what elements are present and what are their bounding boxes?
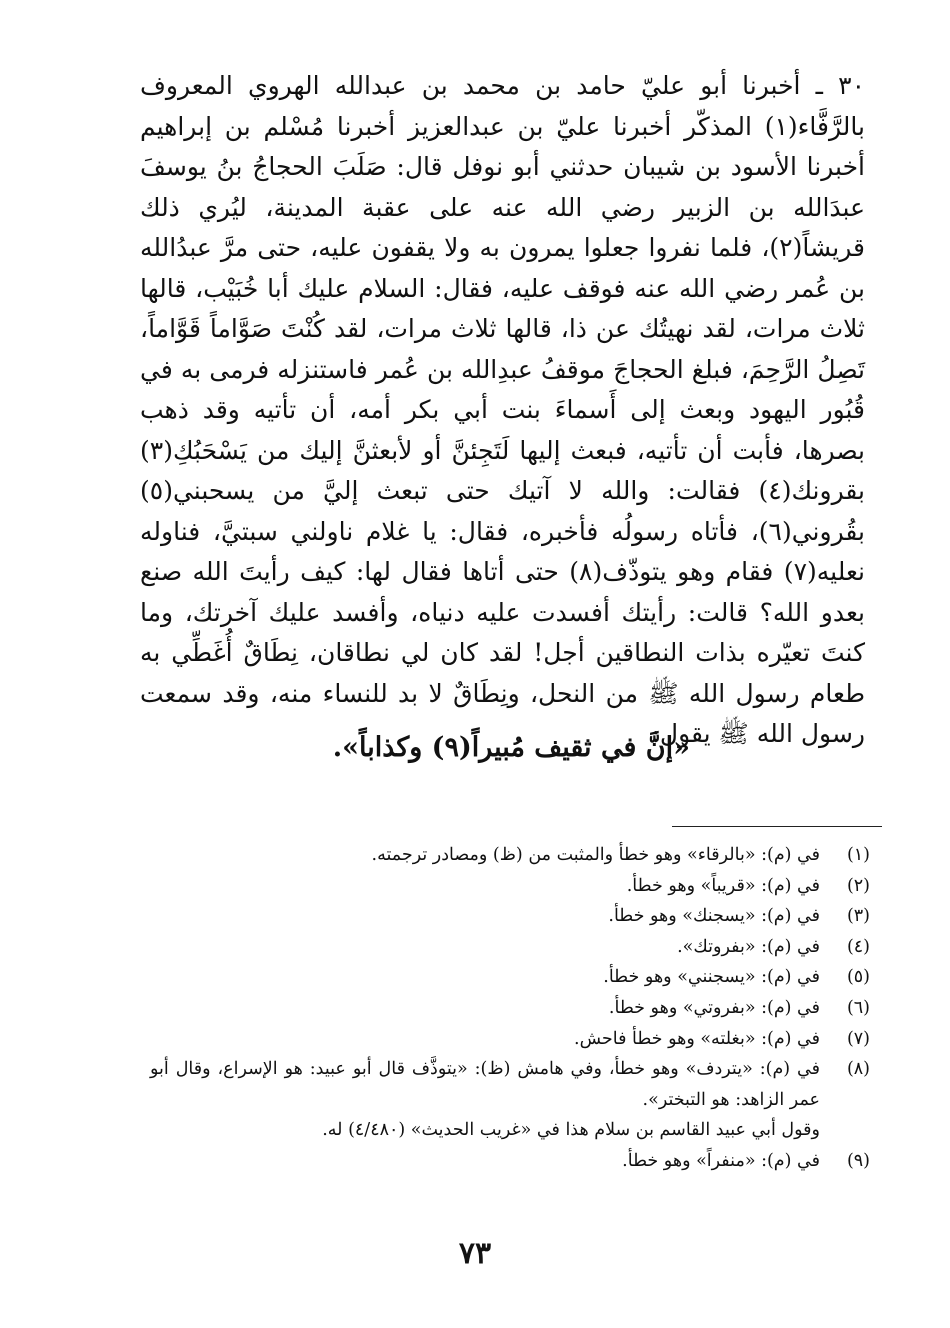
footnote-text: في (م): «بفروتك».	[677, 936, 820, 957]
footnote-number: (٢)	[846, 875, 870, 896]
footnotes	[150, 840, 870, 1177]
page-number: ٧٣	[458, 1236, 492, 1271]
footnote-separator	[672, 826, 882, 827]
footnote-text: في (م): «يسجنك» وهو خطأ.	[608, 906, 820, 927]
footnote	[150, 1054, 870, 1115]
footnote-number: (٥)	[846, 967, 870, 988]
footnote-text: في (م): «منفراً» وهو خطأ.	[622, 1150, 820, 1171]
footnote-continuation: وقول أبي عبيد القاسم بن سلام هذا في «غريب الحديث» (٤/٤٨٠) له.	[322, 1120, 820, 1141]
footnote	[150, 871, 870, 902]
hadith-paragraph: ٣٠ ـ أخبرنا أبو عليّ حامد بن محمد بن عبدالله الهروي المعروف بالرَّفَّاء(١) المذكّر أخبرنا عليّ بن عبدالعزيز أخبرنا مُسْلم بن إبراهيم أخبرنا الأسود بن شيبان حدثني أبو نوفل قال: صَلَبَ الحجاجُ بنُ يوسفَ عبدَالله بن الزبير رضي الله عنه على عقبة المدينة، ليُري ذلك قريشاً(٢)، فلما نفروا جعلوا يمرون به ولا يقفون عليه، حتى مرَّ عبدُالله بن عُمر رضي الله عنه فوقف عليه، فقال: السلام عليك أبا خُبَيْب، قالها ثلاث مرات، لقد نهيتُك عن ذا، قالها ثلاث مرات، لقد كُنْتَ صَوَّاماً قَوَّاماً، تَصِلُ الرَّحِمَ، فبلغ الحجاجَ موقفُ عبدِالله بن عُمر فاستنزله فرمى به في قُبُور اليهود وبعث إلى أَسماءَ بنت أبي بكر أمه، أن تأتيه وقد ذهب بصرها، فأبت أن تأتيه، فبعث إليها لَتَجِئنَّ أو لأبعثنَّ إليك من يَسْحَبُكِ(٣) بقرونك(٤) فقالت: والله لا آتيك حتى تبعث إليَّ من يسحبني(٥) بقُروني(٦)، فأتاه رسولُه فأخبره، فقال: يا غلام ناولني سبتيَّ، فناوله نعليه(٧) فقام وهو يتوذّف(٨) حتى أتاها فقال لها: كيف رأيتَ الله صنع بعدو الله؟ قالت: رأيتك أفسدت عليه دنياه، وأفسد عليك آخرتك، وما كنتَ تعيّره بذات النطاقين أجل! لقد كان لي نطاقان، نِطَاقٌ أُغَطِّي به طعام رسول الله ﷺ من النحل، ونِطَاقٌ لا بد للنساء منه، وقد سمعت رسول الله ﷺ يقول:	[140, 71, 865, 748]
footnote-number: (٨)	[846, 1059, 870, 1080]
footnote-text: في (م): «يتردف» وهو خطأ، وفي هامش (ظ): «يتوذَّف قال أبو عبيد: هو الإسراع، وقال أبو عمر الزاهد: هو التبختر».	[150, 1059, 820, 1110]
footnote-text: في (م): «بفروتي» وهو خطأ.	[608, 997, 820, 1018]
footnote	[150, 993, 870, 1024]
main-text	[140, 66, 865, 755]
footnote-number: (٣)	[846, 906, 870, 927]
footnote-text: في (م): «بالرقاء» وهو خطأ والمثبت من (ظ) ومصادر ترجمته.	[371, 845, 820, 865]
footnote	[150, 901, 870, 932]
footnote-text: في (م): «بغلته» وهو خطأ فاحش.	[574, 1028, 820, 1049]
footnote-number: (٩)	[846, 1150, 870, 1171]
footnote	[150, 1024, 870, 1055]
footnote-number: (٧)	[846, 1028, 870, 1049]
footnote-number: (٤)	[846, 936, 870, 957]
footnote-text: في (م): «يسجنني» وهو خطأ.	[603, 967, 820, 988]
footnote	[150, 840, 870, 871]
hadith-quote: «إنَّ في ثقيف مُبيراً(٩) وكذاباً».	[332, 732, 690, 763]
footnote-number: (١)	[846, 845, 870, 865]
footnote	[150, 1146, 870, 1177]
footnote-text: في (م): «قريباً» وهو خطأ.	[626, 875, 820, 896]
footnote	[150, 932, 870, 963]
footnote-number: (٦)	[846, 997, 870, 1018]
footnote	[150, 962, 870, 993]
